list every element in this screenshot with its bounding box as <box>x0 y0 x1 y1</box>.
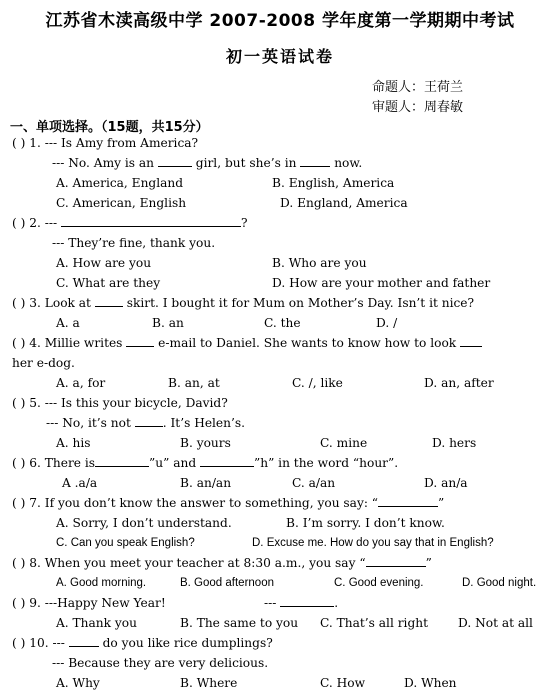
option: A. Good morning. <box>56 577 147 589</box>
question-4-continuation: her e-dog. <box>12 356 75 370</box>
option: A. his <box>56 436 91 450</box>
section-title: 一、单项选择。（15题，共15分） <box>10 120 209 135</box>
question-2-dialog: --- They’re fine, thank you. <box>52 236 216 250</box>
option: C. How <box>320 676 366 690</box>
option: C. Good evening. <box>334 577 424 589</box>
answer-blank[interactable] <box>366 553 426 567</box>
option: B. The same to you <box>180 616 299 630</box>
option: D. an, after <box>424 376 494 390</box>
option: B. an/an <box>180 476 232 490</box>
option: B. I’m sorry. I don’t know. <box>286 516 445 530</box>
option: B. Good afternoon <box>180 577 274 589</box>
question-10-stem: ( ) 10. --- do you like rice dumplings? <box>12 633 273 653</box>
option: B. an <box>152 316 184 330</box>
question-1-stem: ( ) 1. --- Is Amy from America? <box>12 136 199 150</box>
question-8-stem: ( ) 8. When you meet your teacher at 8:30 a.m., you say “ ” <box>12 553 432 573</box>
option: C. American, English <box>56 196 187 210</box>
answer-blank[interactable] <box>200 453 254 467</box>
answer-blank[interactable] <box>95 453 149 467</box>
option: A. America, England <box>56 176 184 190</box>
exam-subtitle: 初一英语试卷 <box>225 47 334 66</box>
author-line: 命题人：王荷兰 <box>372 80 464 95</box>
question-4-stem: ( ) 4. Millie writes e-mail to Daniel. She wants to know how to look <box>12 333 482 353</box>
answer-blank[interactable] <box>69 633 99 647</box>
question-6-stem: ( ) 6. There is ”u” and ”h” in the word “hour”. <box>12 453 398 473</box>
answer-blank[interactable] <box>135 413 163 427</box>
answer-blank[interactable] <box>378 493 438 507</box>
option: D. Excuse me. How do you say that in English? <box>252 537 494 549</box>
option: A .a/a <box>62 476 98 490</box>
option: C. a/an <box>292 476 336 490</box>
answer-blank[interactable] <box>61 213 241 227</box>
option: D. hers <box>432 436 477 450</box>
option: C. What are they <box>56 276 161 290</box>
option: C. That’s all right <box>320 616 428 630</box>
question-9-stem: ( ) 9. ---Happy New Year! <box>12 596 166 610</box>
option: B. yours <box>180 436 231 450</box>
option: D. Good night. <box>462 577 537 589</box>
option: C. /, like <box>292 376 343 390</box>
option: C. mine <box>320 436 368 450</box>
option: D. England, America <box>280 196 408 210</box>
option: A. a <box>56 316 80 330</box>
option: A. Sorry, I don’t understand. <box>56 516 232 530</box>
option: A. a, for <box>56 376 106 390</box>
question-5-stem: ( ) 5. --- Is this your bicycle, David? <box>12 396 228 410</box>
option: B. an, at <box>168 376 220 390</box>
exam-title: 江苏省木渎高级中学 2007-2008 学年度第一学期期中考试 <box>45 11 515 31</box>
question-9-reply: --- . <box>264 593 338 613</box>
question-1-dialog: --- No. Amy is an girl, but she’s in now. <box>52 153 362 173</box>
option: D. an/a <box>424 476 468 490</box>
question-3-stem: ( ) 3. Look at skirt. I bought it for Mum on Mother’s Day. Isn’t it nice? <box>12 293 474 313</box>
question-7-stem: ( ) 7. If you don’t know the answer to something, you say: “ ” <box>12 493 444 513</box>
answer-blank[interactable] <box>126 333 154 347</box>
answer-blank[interactable] <box>280 593 334 607</box>
option: C. Can you speak English? <box>56 537 195 549</box>
option: A. Why <box>56 676 100 690</box>
option: B. Where <box>180 676 238 690</box>
question-5-dialog: --- No, it’s not . It’s Helen’s. <box>46 413 245 433</box>
option: B. Who are you <box>272 256 367 270</box>
question-10-dialog: --- Because they are very delicious. <box>52 656 269 670</box>
answer-blank[interactable] <box>95 293 123 307</box>
answer-blank[interactable] <box>460 333 482 347</box>
reviewer-line: 审题人：周春敏 <box>372 100 464 115</box>
option: A. How are you <box>56 256 152 270</box>
option: D. / <box>376 316 398 330</box>
option: D. Not at all <box>458 616 533 630</box>
answer-blank[interactable] <box>158 153 192 167</box>
option: A. Thank you <box>56 616 137 630</box>
option: D. When <box>404 676 457 690</box>
option: C. the <box>264 316 301 330</box>
option: B. English, America <box>272 176 395 190</box>
question-2-stem: ( ) 2. --- ? <box>12 213 248 233</box>
answer-blank[interactable] <box>300 153 330 167</box>
option: D. How are your mother and father <box>272 276 491 290</box>
